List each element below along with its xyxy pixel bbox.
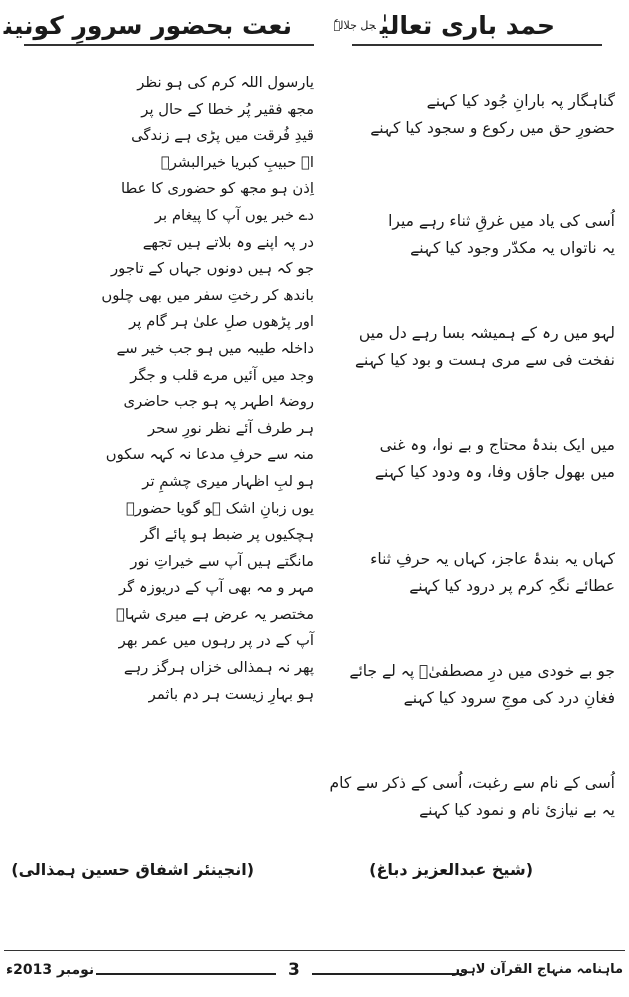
naat-poem xyxy=(19,70,314,708)
hamd-stanza xyxy=(325,546,615,600)
verse-line: کہاں یہ بندۂ عاجز، کہاں یہ حرفِ ثناء xyxy=(370,550,615,568)
hamd-stanza xyxy=(325,770,615,824)
page-number: 3 xyxy=(288,960,300,980)
verse-line: ہو لبِ اظہار میری چشمِ تر xyxy=(142,472,314,490)
verse-line: قیدِ فُرقت میں پڑی ہے زندگی xyxy=(131,127,314,145)
page-footer xyxy=(0,962,629,988)
verse-line: میں بھول جاؤں وفا، وہ ودود کیا کہنے xyxy=(374,463,615,481)
verse-line: جو کہ ہیں دونوں جہاں کے تاجور xyxy=(111,260,314,278)
hamd-stanza xyxy=(325,432,615,486)
verse-line: آپ کے در پر رہوں میں عمر بھر xyxy=(118,632,314,650)
naat-poet: (انجینئر اشفاق حسین ہمذالی) xyxy=(11,860,254,879)
verse-line: اِذن ہو مجھ کو حضوری کا عطا xyxy=(121,180,314,198)
verse-line: گناہگار پہ بارانِ جُود کیا کہنے xyxy=(426,92,615,110)
verse-line: حضورِ حق میں رکوع و سجود کیا کہنے xyxy=(370,119,615,137)
verse-line: یارسول اللہ کرم کی ہو نظر xyxy=(137,74,314,91)
verse-line: وجد میں آئیں مرے قلب و جگر xyxy=(130,366,314,384)
verse-line: ہر طرف آئے نظر نورِ سحر xyxy=(148,419,314,437)
verse-line: یہ بے نیازئ نام و نمود کیا کہنے xyxy=(419,801,615,819)
verse-line: مہر و مہ بھی آپ کے دریوزہ گر xyxy=(119,579,314,597)
verse-line: فغانِ درد کی موجِ سرود کیا کہنے xyxy=(403,689,615,707)
verse-line: ہچکیوں پر ضبط ہو پائے اگر xyxy=(140,526,314,544)
verse-line: منہ سے حرفِ مدعا نہ کہہ سکوں xyxy=(105,446,314,464)
hamd-honorific: جل جلالہٗ xyxy=(333,19,376,32)
verse-line: مجھ فقیر پُر خطا کے حال پر xyxy=(141,100,314,118)
footer-bar-right xyxy=(312,973,462,975)
naat-column xyxy=(3,8,314,879)
verse-line: یہ ناتواں یہ مکدّر وجود کیا کہنے xyxy=(410,239,615,257)
hamd-title xyxy=(325,8,615,44)
verse-line: اور پڑھوں صلِ علیٰ ہر گام پر xyxy=(129,313,314,331)
hamd-poet: (شیخ عبدالعزیز دباغ) xyxy=(369,860,533,879)
footer-rule xyxy=(4,950,625,951)
hamd-stanza xyxy=(325,320,615,374)
issue-date: نومبر 2013ء xyxy=(6,962,95,978)
verse-line: ہو بہارِ زیست ہر دم باثمر xyxy=(148,685,314,703)
verse-line: اُسی کے نام سے رغبت، اُسی کے ذکر سے کام xyxy=(329,774,615,792)
verse-line: مانگتے ہیں آپ سے خیراتِ نور xyxy=(130,552,314,570)
hamd-title-text: حمد باری تعالیٰ xyxy=(379,11,555,40)
verse-line: یوں زبانِ اشک ہو گویا حضورؐ xyxy=(125,499,314,517)
verse-line: مختصر یہ عرض ہے میری شہاؐ xyxy=(115,605,314,623)
hamd-stanza xyxy=(325,208,615,262)
verse-line: روضۂ اطہر پہ ہو جب حاضری xyxy=(123,393,314,411)
footer-bar-left xyxy=(96,973,276,975)
hamd-title-underline xyxy=(352,44,602,46)
verse-line: پھر نہ ہمذالی خزاں ہرگز رہے xyxy=(123,659,314,677)
verse-line: داخلہ طیبہ میں ہو جب خیر سے xyxy=(116,339,314,357)
hamd-stanza xyxy=(325,658,615,712)
verse-line: اے حبیبِ کبریا خیرالبشرؐ xyxy=(160,153,314,171)
verse-line: در پہ اپنے وہ بلاتے ہیں تجھے xyxy=(142,233,314,251)
verse-line: لہو میں رہ کے ہمیشہ بسا رہے دل میں xyxy=(358,324,615,342)
hamd-column xyxy=(325,8,615,879)
verse-line: نفخت فی سے مری ہست و بود کیا کہنے xyxy=(354,351,615,369)
verse-line: میں ایک بندۂ محتاج و بے نوا، وہ غنی xyxy=(379,436,615,454)
magazine-name: ماہنامہ منہاج القرآن لاہور xyxy=(452,962,623,977)
verse-line: عطائے نگہِ کرم پر درود کیا کہنے xyxy=(409,577,615,595)
naat-title-underline xyxy=(24,44,314,46)
verse-line: اُسی کی یاد میں غرقِ ثناء رہے میرا xyxy=(388,212,615,230)
naat-title xyxy=(3,8,314,44)
naat-title-text: نعت بحضور سرورِ کونین xyxy=(3,11,292,40)
hamd-stanza xyxy=(325,88,615,142)
verse-line: جو بے خودی میں درِ مصطفیٰؐ پہ لے جائے xyxy=(349,662,615,680)
verse-line: باندھ کر رختِ سفر میں بھی چلوں xyxy=(101,286,314,304)
verse-line: دے خبر یوں آپ کا پیغام بر xyxy=(154,206,314,224)
